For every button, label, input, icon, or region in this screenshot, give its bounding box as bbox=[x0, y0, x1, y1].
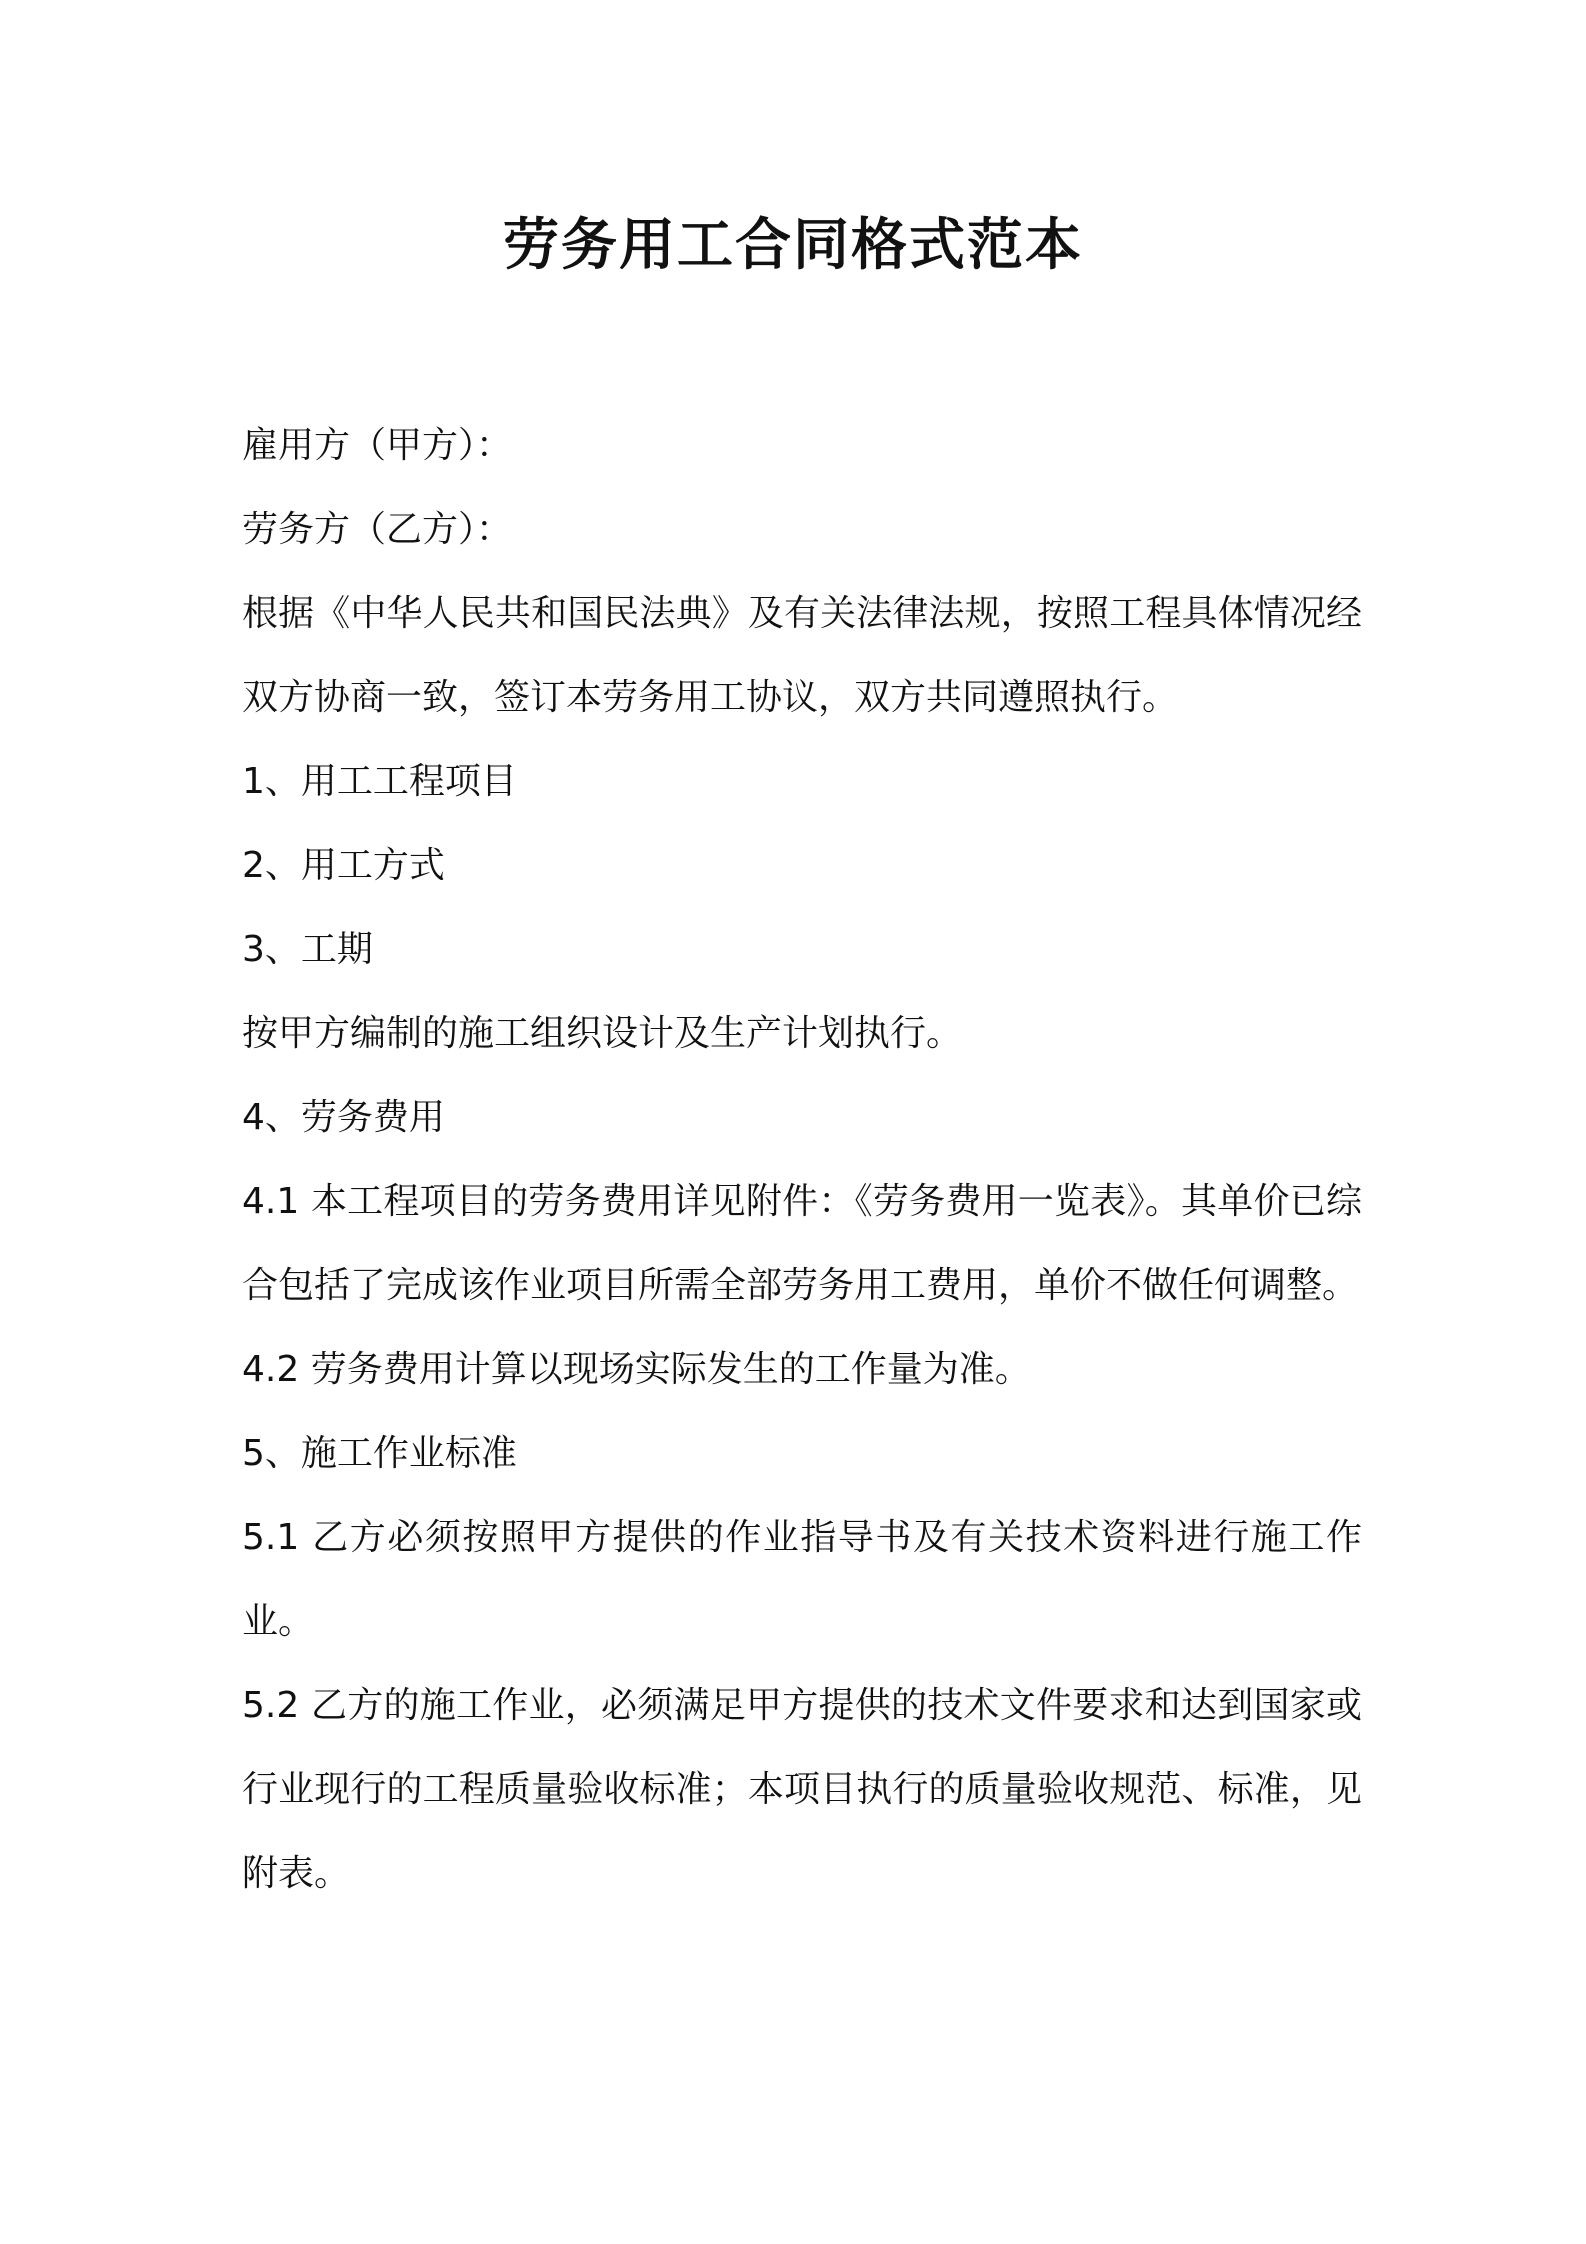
party-b-line: 劳务方（乙方）： bbox=[242, 509, 513, 550]
clause-paragraph: 5.2 乙方的施工作业，必须满足甲方提供的技术文件要求和达到国家或行业现行的工程质量验收标准；本项目执行的质量验收规范、标准，见附表。 bbox=[242, 1685, 1362, 1894]
clause-paragraph: 5.1 乙方必须按照甲方提供的作业指导书及有关技术资料进行施工作业。 bbox=[242, 1517, 1362, 1642]
schedule-paragraph: 按甲方编制的施工组织设计及生产计划执行。 bbox=[242, 1013, 963, 1054]
section-heading: 2、用工方式 bbox=[242, 845, 445, 886]
document-body bbox=[242, 404, 1362, 1916]
clause-paragraph: 4.2 劳务费用计算以现场实际发生的工作量为准。 bbox=[242, 1349, 1031, 1390]
document-title: 劳务用工合同格式范本 bbox=[503, 213, 1083, 278]
section-heading: 4、劳务费用 bbox=[242, 1097, 445, 1138]
section-heading: 1、用工工程项目 bbox=[242, 761, 517, 802]
intro-paragraph: 根据《中华人民共和国民法典》及有关法律法规，按照工程具体情况经双方协商一致，签订本劳务用工协议，双方共同遵照执行。 bbox=[242, 593, 1362, 718]
party-a-line: 雇用方（甲方）： bbox=[242, 425, 513, 466]
clause-paragraph: 4.1 本工程项目的劳务费用详见附件：《劳务费用一览表》。其单价已综合包括了完成该作业项目所需全部劳务用工费用，单价不做任何调整。 bbox=[242, 1181, 1362, 1306]
section-heading: 5、施工作业标准 bbox=[242, 1433, 517, 1474]
section-heading: 3、工期 bbox=[242, 929, 373, 970]
